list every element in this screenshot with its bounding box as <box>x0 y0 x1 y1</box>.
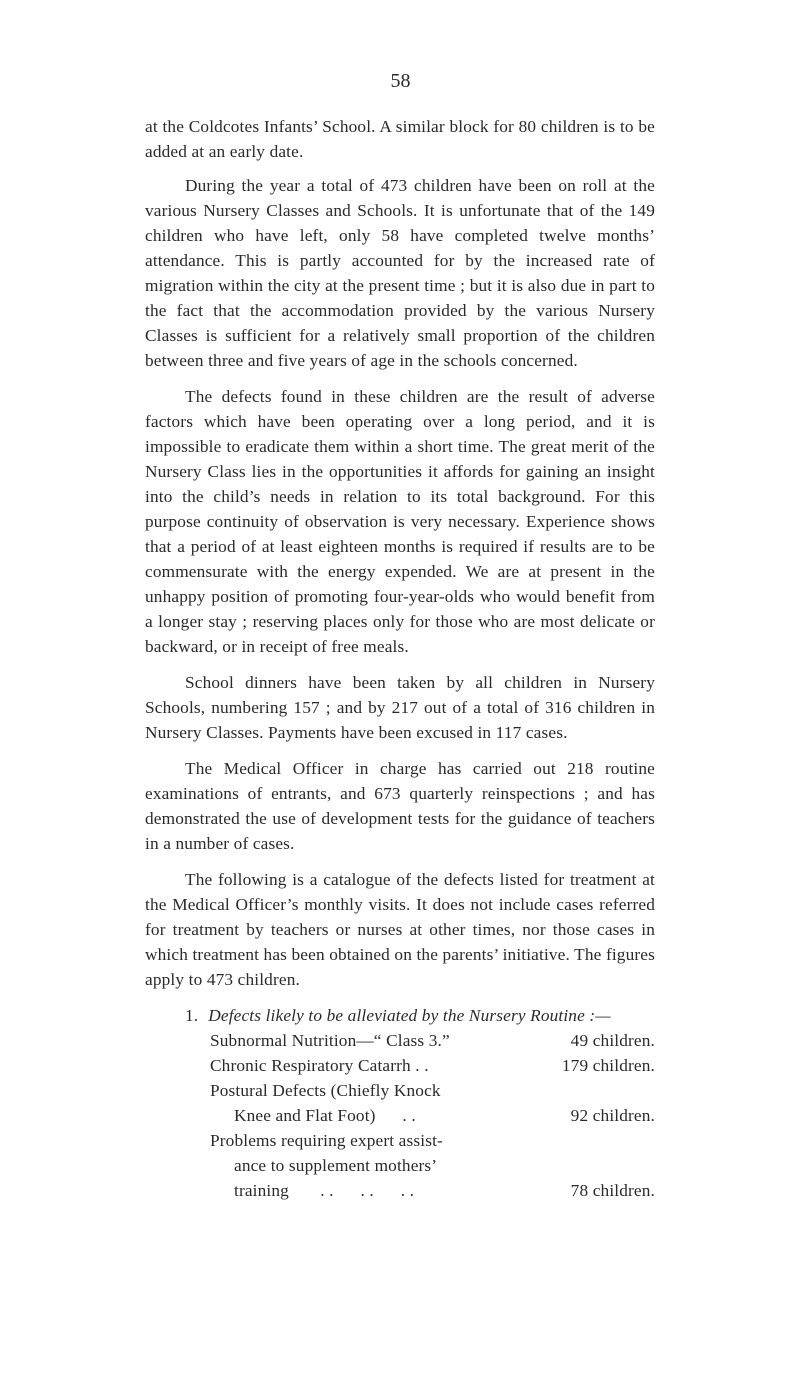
item-label <box>210 1128 443 1203</box>
list-item <box>210 1128 655 1203</box>
paragraph-catalogue-intro: The following is a catalogue of the defects listed for treatment at the Medical Officer’s monthly visits. It does not include cases referred for treatment by teachers or nurses at other times, nor those cases in which treatment has been obtained on the parents’ initiative. The figures apply to 473 children. <box>145 870 655 989</box>
item-label <box>210 1028 450 1053</box>
body-text <box>145 114 655 1203</box>
paragraph-continuation: at the Coldcotes Infants’ School. A similar block for 80 children is to be added at an early date. <box>145 117 655 161</box>
defects-items <box>145 1028 655 1203</box>
defects-list-heading <box>145 1003 655 1028</box>
list-item <box>210 1028 655 1053</box>
item-label-line: ance to supplement mothers’ <box>234 1156 438 1175</box>
list-heading-text: Defects likely to be alleviated by the Nursery Routine :— <box>208 1006 611 1025</box>
item-value: 179 children. <box>561 1056 655 1075</box>
item-label-line: Postural Defects (Chiefly Knock <box>210 1081 441 1100</box>
paragraph-enrolment: During the year a total of 473 children have been on roll at the various Nursery Classes and Schools. It is unfortunate that of the 149 children who have left, only 58 have completed twelve months’ attendance. This is partly accounted for by the increased rate of migration within the city at the present time ; but it is also due in part to the fact that the accommodation provided by the various Nursery Classes is sufficient for a relatively small proportion of the children between three and five years of age in the schools concerned. <box>145 176 655 370</box>
item-label <box>210 1053 429 1078</box>
item-label-line: Problems requiring expert assist- <box>210 1131 443 1150</box>
item-value: 49 children. <box>570 1031 655 1050</box>
item-label-line: Knee and Flat Foot) . . <box>234 1106 416 1125</box>
list-item <box>210 1078 655 1128</box>
paragraph-medical-officer: The Medical Officer in charge has carried out 218 routine examinations of entrants, and 673 quarterly reinspections ; and has demonstrated the use of development tests for the guidance of teachers in a number of cases. <box>145 759 655 853</box>
page-number: 58 <box>390 70 411 92</box>
paragraph-defects: The defects found in these children are the result of adverse factors which have been operating over a long period, and it is impossible to eradicate them within a short time. The great merit of the Nursery Class lies in the opportunities it affords for gaining an insight into the child’s needs in relation to its total background. For this purpose continuity of observation is very necessary. Experience shows that a period of at least eighteen months is required if results are to be commensurate with the energy expended. We are at present in the unhappy position of promoting four-year-olds who would benefit from a longer stay ; reserving places only for those who are most delicate or backward, or in receipt of free meals. <box>145 387 655 656</box>
list-item <box>210 1053 655 1078</box>
item-label-line: Subnormal Nutrition—“ Class 3.” <box>210 1031 450 1050</box>
list-number: 1. <box>185 1006 199 1025</box>
item-value: 92 children. <box>570 1106 655 1125</box>
item-label-line: training . . . . . . <box>234 1181 415 1200</box>
item-label <box>210 1078 441 1128</box>
item-label-line: Chronic Respiratory Catarrh . . <box>210 1056 429 1075</box>
defects-list <box>145 1003 655 1203</box>
paragraph-school-dinners: School dinners have been taken by all children in Nursery Schools, numbering 157 ; and by 217 out of a total of 316 children in Nursery Classes. Payments have been excused in 117 cases. <box>145 673 655 742</box>
item-value: 78 children. <box>570 1181 655 1200</box>
